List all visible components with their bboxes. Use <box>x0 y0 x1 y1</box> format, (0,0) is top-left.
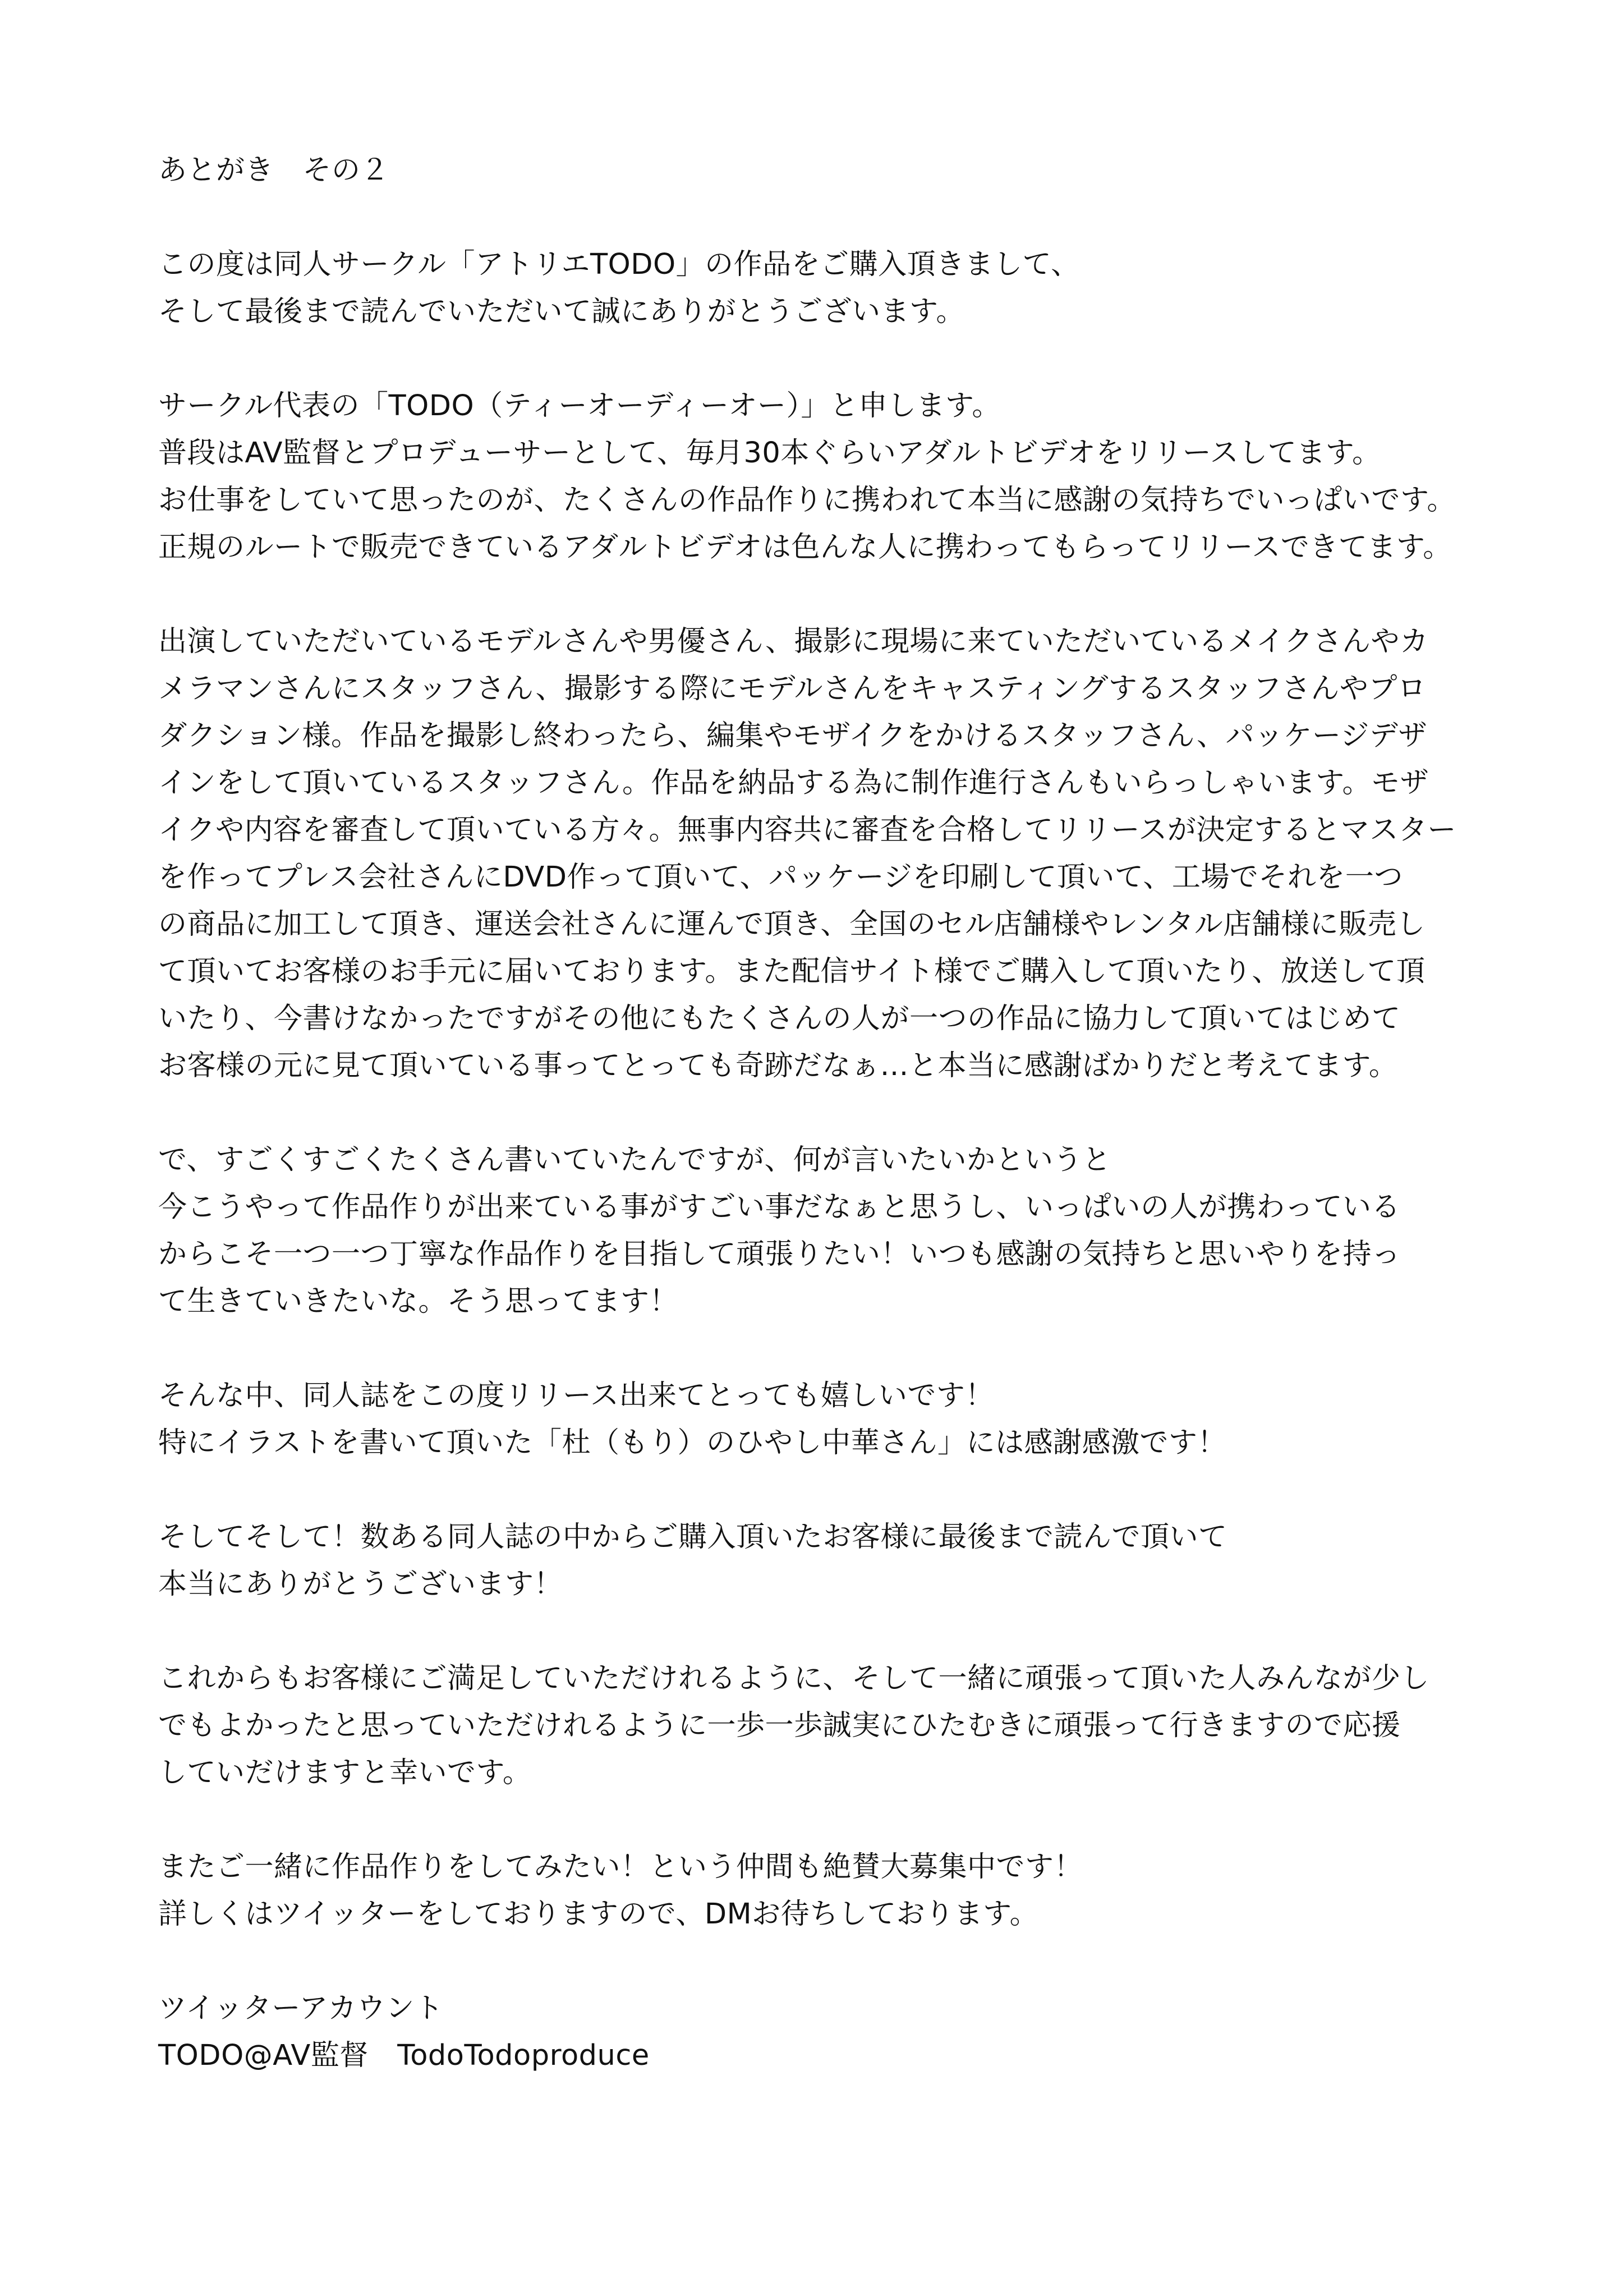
paragraph-gap <box>158 194 1516 241</box>
paragraph-production-staff <box>158 618 1516 1090</box>
text-line: からこそ一つ一つ丁寧な作品作りを目指して頑張りたい！いつも感謝の気持ちと思いやりを持っ <box>158 1238 1401 1271</box>
text-line: 今こうやって作品作りが出来ている事がすごい事だなぁと思うし、いっぱいの人が携わっている <box>158 1191 1400 1224</box>
paragraph-gap <box>158 1467 1516 1514</box>
paragraph-reader-thanks <box>158 1514 1516 1608</box>
paragraph-gap <box>158 1090 1516 1137</box>
text-line: ダクション様。作品を撮影し終わったら、編集やモザイクをかけるスタッフさん、パッケージデザ <box>158 719 1427 752</box>
text-line: 詳しくはツイッターをしておりますので、DMお待ちしております。 <box>158 1898 1039 1931</box>
paragraph-doujinshi-release <box>158 1372 1516 1467</box>
text-line: この度は同人サークル「アトリエTODO」の作品をご購入頂きまして、 <box>158 248 1080 281</box>
text-line: て生きていきたいな。そう思ってます！ <box>158 1285 679 1318</box>
paragraph-twitter-account <box>158 1985 1516 2079</box>
paragraph-gap <box>158 1797 1516 1844</box>
text-line: お客様の元に見て頂いている事ってとっても奇跡だなぁ…と本当に感謝ばかりだと考えてます。 <box>158 1049 1398 1082</box>
text-line: インをして頂いているスタッフさん。作品を納品する為に制作進行さんもいらっしゃいます。モザ <box>158 766 1429 800</box>
paragraph-recruitment <box>158 1844 1516 1938</box>
text-line: 特にイラストを書いて頂いた「杜（もり）のひやし中華さん」には感謝感激です！ <box>158 1426 1226 1459</box>
twitter-account-label: ツイッターアカウント <box>158 1992 444 2025</box>
text-line: て頂いてお客様のお手元に届いております。また配信サイト様でご購入して頂いたり、放送して頂 <box>158 955 1426 988</box>
text-line: イクや内容を審査して頂いている方々。無事内容共に審査を合格してリリースが決定するとマスター <box>158 814 1456 847</box>
text-line: サークル代表の「TODO（ティーオーディーオー）」と申します。 <box>158 389 1001 423</box>
text-line: またご一緒に作品作りをしてみたい！という仲間も絶賛大募集中です！ <box>158 1850 1083 1884</box>
text-line: メラマンさんにスタッフさん、撮影する際にモデルさんをキャスティングするスタッフさんやプロ <box>158 672 1427 705</box>
text-line: これからもお客様にご満足していただけれるように、そして一緒に頑張って頂いた人みんなが少し <box>158 1662 1430 1695</box>
text-line: していだけますと幸いです。 <box>158 1756 532 1789</box>
paragraph-self-introduction <box>158 383 1516 571</box>
paragraph-gap <box>158 336 1516 383</box>
twitter-account-handle: TODO@AV監督 TodoTodoproduce <box>158 2039 650 2072</box>
text-line: そして最後まで読んでいただいて誠にありがとうございます。 <box>158 295 965 328</box>
paragraph-purchase-thanks <box>158 241 1516 336</box>
text-line: 普段はAV監督とプロデューサーとして、毎月30本ぐらいアダルトビデオをリリースしてます。 <box>158 437 1381 470</box>
paragraph-gap <box>158 571 1516 618</box>
paragraph-gratitude <box>158 1137 1516 1325</box>
paragraph-gap <box>158 1325 1516 1372</box>
text-line: そしてそして！数ある同人誌の中からご購入頂いたお客様に最後まで読んで頂いて <box>158 1521 1227 1554</box>
text-line: でもよかったと思っていただけれるように一歩一歩誠実にひたむきに頑張って行きますので応援 <box>158 1709 1401 1742</box>
text-line: いたり、今書けなかったですがその他にもたくさんの人が一つの作品に協力して頂いてはじめて <box>158 1002 1401 1035</box>
text-line: を作ってプレス会社さんにDVD作って頂いて、パッケージを印刷して頂いて、工場でそれを一つ <box>158 861 1403 894</box>
text-line: そんな中、同人誌をこの度リリース出来てとっても嬉しいです！ <box>158 1379 994 1412</box>
text-line: 出演していただいているモデルさんや男優さん、撮影に現場に来ていただいているメイクさんやカ <box>158 625 1429 658</box>
paragraph-gap <box>158 1608 1516 1655</box>
document-title: あとがき その２ <box>158 154 390 187</box>
document-body <box>158 147 1516 2079</box>
text-line: で、すごくすごくたくさん書いていたんですが、何が言いたいかというと <box>158 1144 1111 1177</box>
text-line: お仕事をしていて思ったのが、たくさんの作品作りに携われて本当に感謝の気持ちでいっぱいです。 <box>158 484 1456 517</box>
text-line: 正規のルートで販売できているアダルトビデオは色んな人に携わってもらってリリースできてます。 <box>158 531 1452 564</box>
text-line: の商品に加工して頂き、運送会社さんに運んで頂き、全国のセル店舗様やレンタル店舗様に販売し <box>158 908 1426 941</box>
paragraph-future-support <box>158 1655 1516 1797</box>
text-line: 本当にありがとうございます！ <box>158 1568 563 1601</box>
paragraph-gap <box>158 1938 1516 1985</box>
